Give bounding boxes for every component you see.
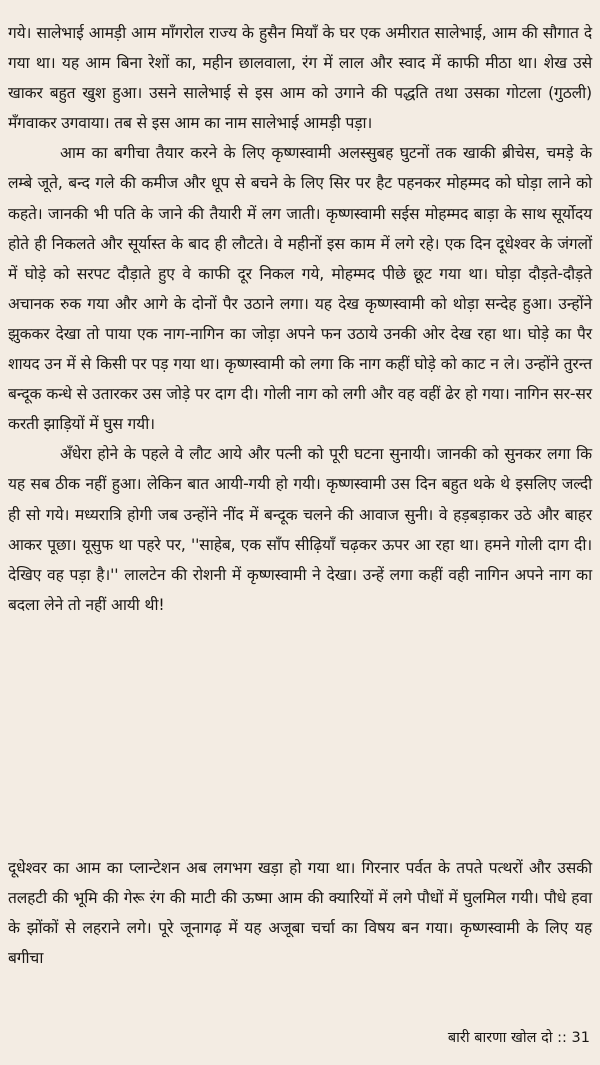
main-text-block: [8, 18, 592, 620]
paragraph-night: अँधेरा होने के पहले वे लौट आये और पत्नी को पूरी घटना सुनायी। जानकी को सुनकर लगा कि यह सब ठीक नहीं हुआ। लेकिन बात आयी-गयी हो गयी। कृष्णस्वामी उस दिन बहुत थके थे इसलिए जल्दी ही सो गये। मध्यरात्रि होगी जब उन्होंने नींद में बन्दूक चलने की आवाज सुनी। वे हड़बड़ाकर उठे और बाहर आकर पूछा। यूसुफ था पहरे पर, ''साहेब, एक साँप सीढ़ियाँ चढ़कर ऊपर आ रहा था। हमने गोली दाग दी। देखिए वह पड़ा है।'' लालटेन की रोशनी में कृष्णस्वामी ने देखा। उन्हें लगा कहीं वही नागिन अपने नाग का बदला लेने तो नहीं आयी थी!: [8, 445, 592, 614]
paragraph-plantation: दूधेश्वर का आम का प्लान्टेशन अब लगभग खड़ा हो गया था। गिरनार पर्वत के तपते पत्थरों और उसकी तलहटी की भूमि की गेरू रंग की माटी की ऊष्मा आम की क्यारियों में लगे पौधों में घुलमिल गयी। पौधे हवा के झोंकों से लहराने लगे। पूरे जूनागढ़ में यह अजूबा चर्चा का विषय बन गया। कृष्णस्वामी के लिए यह बगीचा: [8, 859, 592, 968]
paragraph-orchard: आम का बगीचा तैयार करने के लिए कृष्णस्वामी अलस्सुबह घुटनों तक खाकी ब्रीचेस, चमड़े के लम्बे जूते, बन्द गले की कमीज और धूप से बचने के लिए सिर पर हैट पहनकर मोहम्मद को घोड़ा लाने को कहते। जानकी भी पति के जाने की तैयारी में लग जाती। कृष्णस्वामी सईस मोहम्मद बाड़ा के साथ सूर्योदय होते ही निकलते और सूर्यास्त के बाद ही लौटते। वे महीनों इस काम में लगे रहे। एक दिन दूधेश्वर के जंगलों में घोड़े को सरपट दौड़ाते हुए वे काफी दूर निकल गये, मोहम्मद पीछे छूट गया था। घोड़ा दौड़ते-दौड़ते अचानक रुक गया और आगे के दोनों पैर उठाने लगा। यह देख कृष्णस्वामी को थोड़ा सन्देह हुआ। उन्होंने झुककर देखा तो पाया एक नाग-नागिन का जोड़ा अपने फन उठाये उनकी ओर देख रहा था। घोड़े का पैर शायद उन में से किसी पर पड़ गया था। कृष्णस्वामी को लगा कि नाग कहीं घोड़े को काट न ले। उन्होंने तुरन्त बन्दूक कन्धे से उतारकर उस जोड़े पर दाग दी। गोली नाग को लगी और वह वहीं ढेर हो गया। नागिन सर-सर करती झाड़ियों में घुस गयी।: [8, 144, 592, 434]
paragraph-continuation: गये। सालेभाई आमड़ी आम माँगरोल राज्य के हुसैन मियाँ के घर एक अमीरात सालेभाई, आम की सौगात दे गया था। यह आम बिना रेशों का, महीन छालवाला, रंग में लाल और स्वाद में काफी मीठा था। शेख उसे खाकर बहुत खुश हुआ। उसने सालेभाई से इस आम को उगाने की पद्धति तथा उसका गोटला (गुठली) मँगवाकर उगवाया। तब से इस आम का नाम सालेभाई आमड़ी पड़ा।: [8, 24, 592, 133]
page-footer: बारी बारणा खोल दो :: 31: [447, 1030, 590, 1046]
section-text-block: [8, 853, 592, 973]
